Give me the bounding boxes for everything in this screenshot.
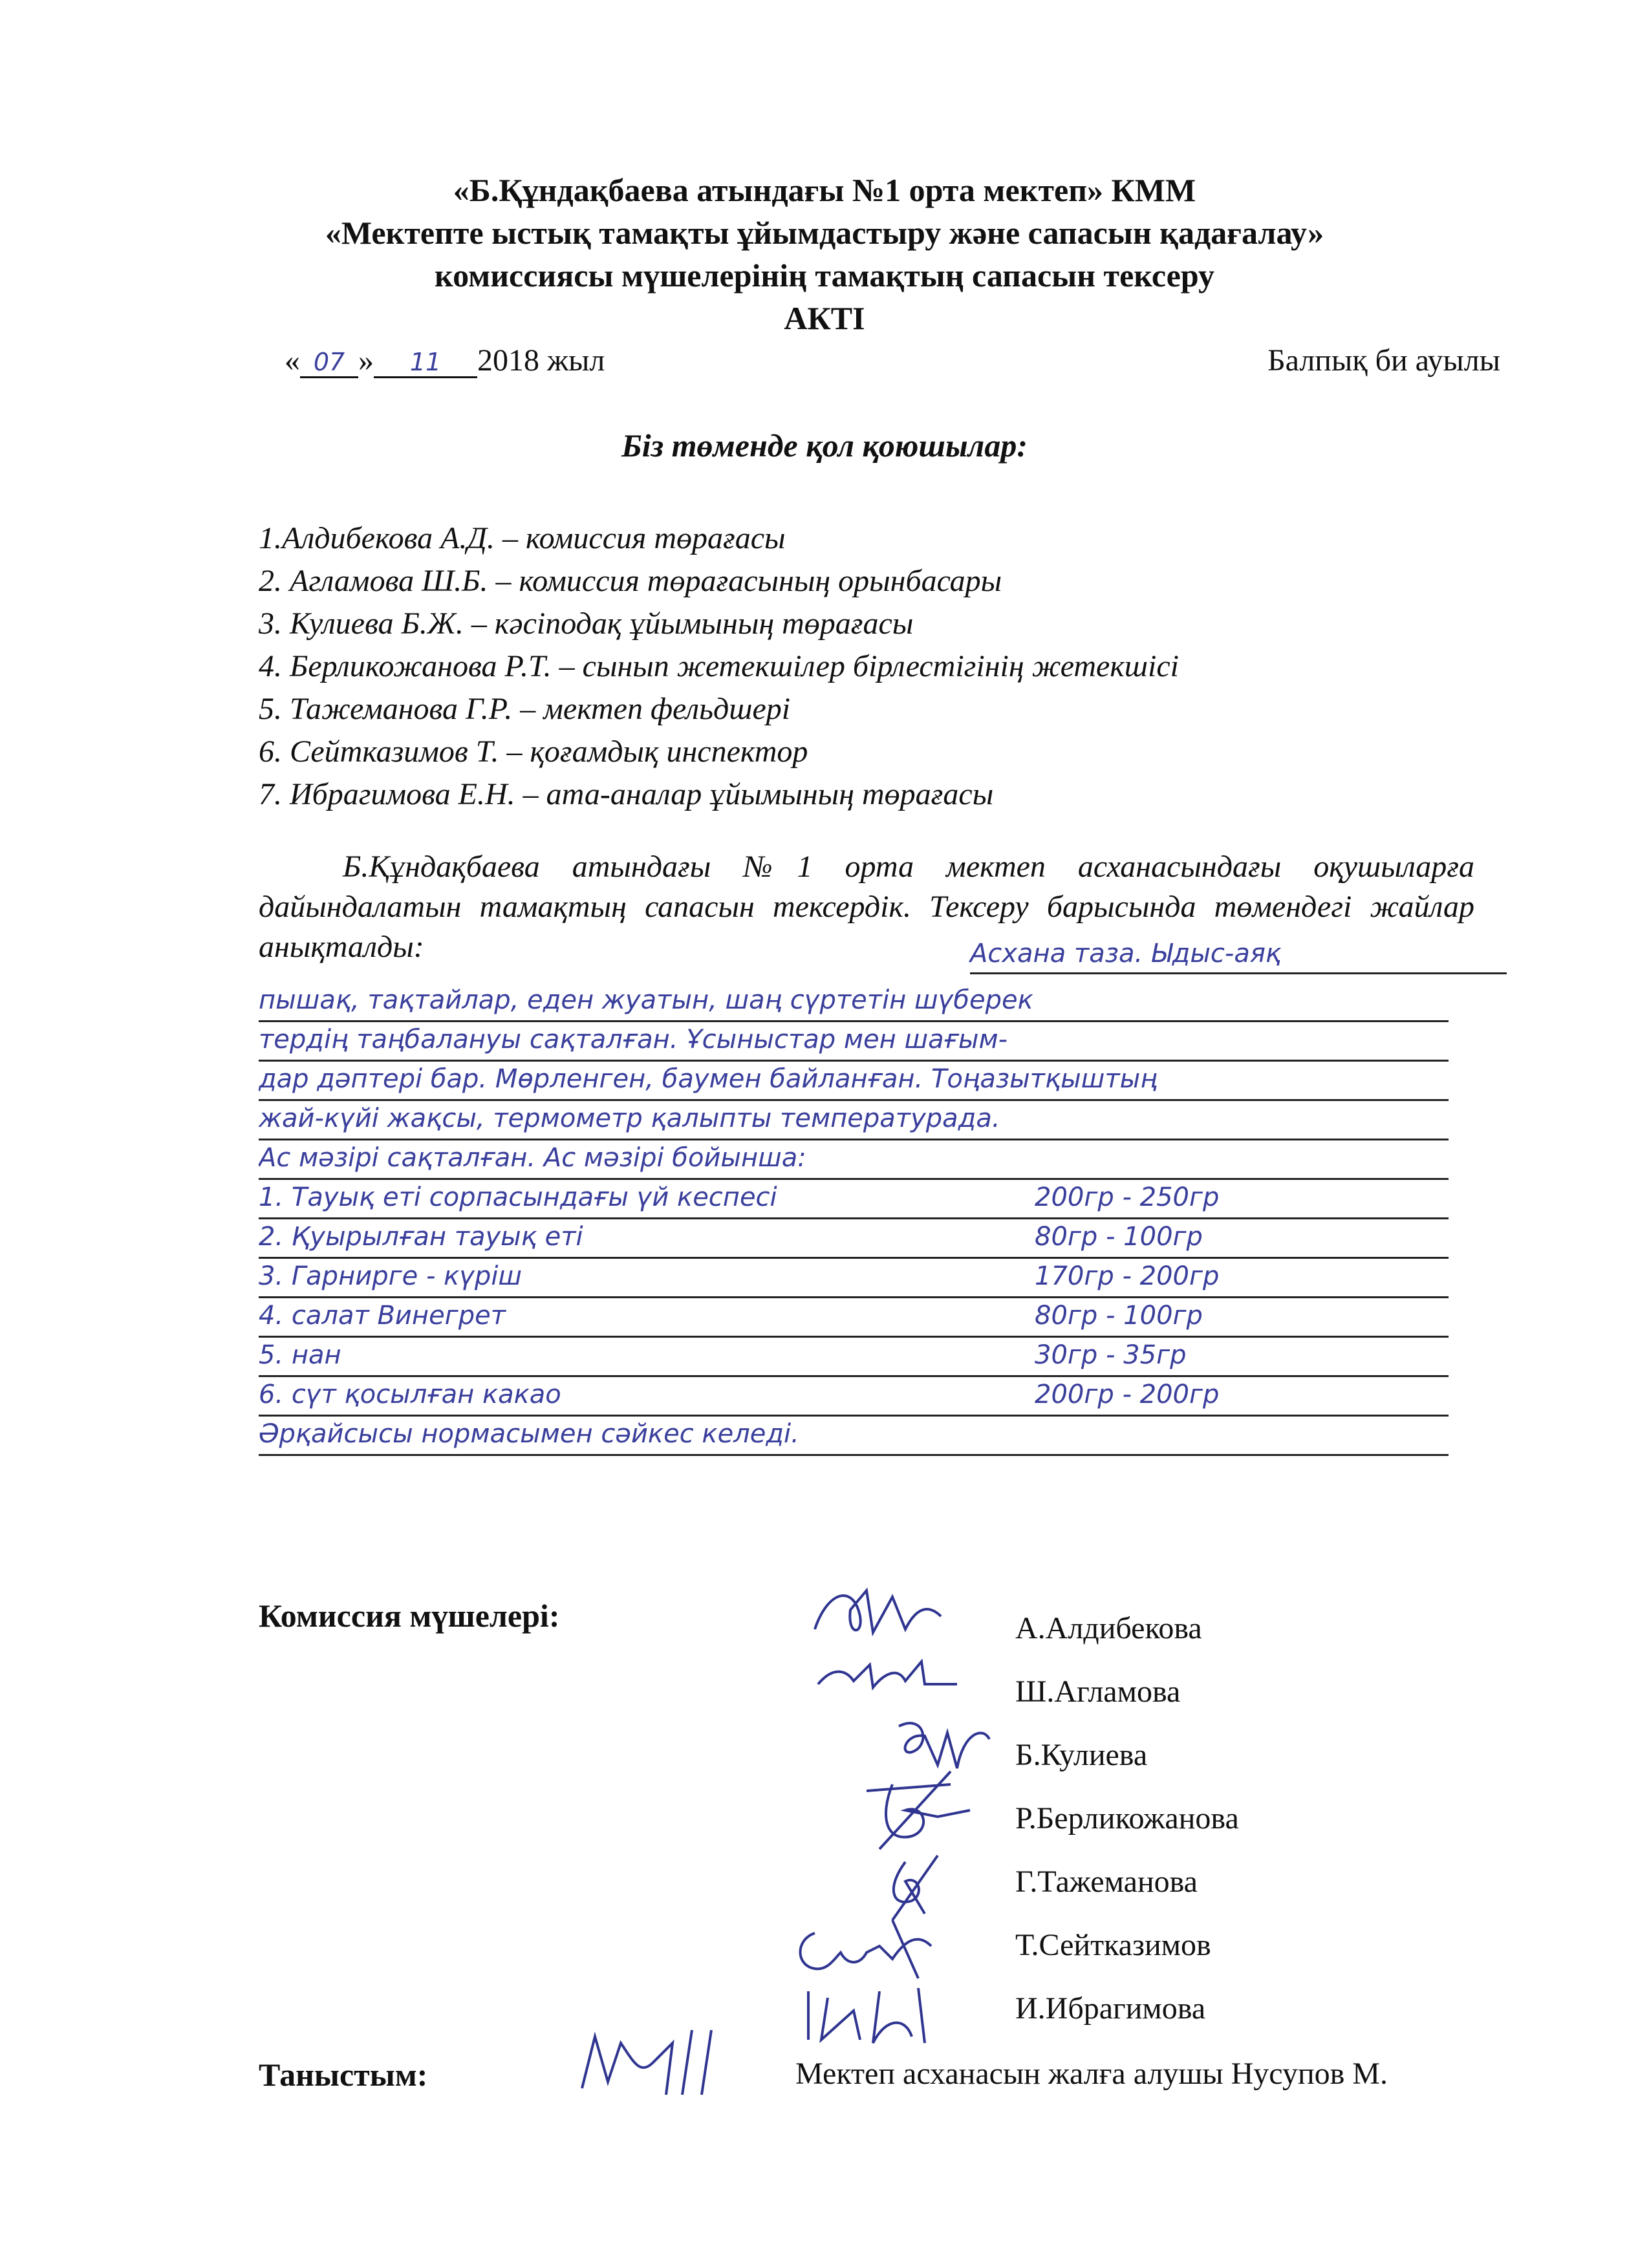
handwritten-line (259, 1022, 1449, 1062)
header-line-1: «Б.Құндақбаева атындағы №1 орта мектеп» КММ (453, 172, 1196, 208)
date-open-quote: « (285, 343, 300, 378)
commission-member-name: И.Ибрагимова (1015, 1991, 1206, 2026)
portion-amount: 80гр - 100гр (1035, 1222, 1203, 1252)
menu-item-text: 1. Тауық еті сорпасындағы үй кеспесі (259, 1182, 777, 1212)
menu-item-line (259, 1298, 1449, 1338)
handwritten-text: Әрқайсысы нормасымен сәйкес келеді. (259, 1419, 799, 1449)
member-item: 3. Кулиева Б.Ж. – кәсіподақ ұйымының төрағасы (259, 606, 914, 641)
commission-member-name: Б.Кулиева (1015, 1738, 1148, 1772)
portion-amount: 200гр - 250гр (1035, 1182, 1220, 1212)
tenant-statement: Мектеп асханасын жалға алушы Нусупов М. (795, 2057, 1388, 2091)
date-day: 07 (300, 348, 358, 378)
member-item: 4. Берликожанова Р.Т. – сынып жетекшілер бірлестігінің жетекшісі (259, 649, 1180, 683)
menu-item-text: 2. Қуырылған тауық еті (259, 1222, 583, 1252)
handwritten-line (259, 1417, 1449, 1456)
portion-amount: 200гр - 200гр (1035, 1380, 1220, 1409)
tenant-signature (569, 2024, 737, 2101)
member-item: 7. Ибрагимова Е.Н. – ата-аналар ұйымының төрағасы (259, 777, 994, 811)
commission-label: Комиссия мүшелері: (259, 1598, 560, 1634)
handwritten-line (259, 983, 1449, 1022)
place-name: Балпық би ауылы (1267, 343, 1500, 378)
date-close-quote: » (358, 343, 374, 378)
menu-item-line (259, 1338, 1449, 1377)
menu-item-text: 3. Гарнирге - күріш (259, 1261, 523, 1291)
header-line-2: «Мектепте ыстық тамақты ұйымдастыру және сапасын қадағалау» (325, 215, 1324, 251)
handwritten-text: жай-күйі жақсы, термометр қалыпты температурада. (259, 1104, 1000, 1133)
handwritten-text: дар дәптері бар. Мөрленген, баумен байланған. Тоңазытқыштың (259, 1064, 1158, 1094)
inspection-paragraph: Б.Құндақбаева атындағы №1 орта мектеп асханасындағы оқушыларға дайындалатын тамақтың сапасын тексердік. Тексеру барысында төмендегі жайлар анықталды: (259, 850, 1474, 964)
members-list (259, 517, 1179, 816)
header-line-3: комиссиясы мүшелерінің тамақтың сапасын тексеру (434, 257, 1214, 294)
handwritten-line-first: Асхана таза. Ыдыс-аяқ (970, 936, 1507, 974)
member-item: 1.Алдибекова А.Д. – комиссия төрағасы (259, 521, 786, 555)
signature-7 (795, 1978, 944, 2049)
signature-6 (789, 1907, 957, 1985)
date (285, 343, 605, 378)
handwritten-line (259, 1140, 1449, 1180)
member-item: 2. Агламова Ш.Б. – комиссия төрағасының орынбасары (259, 564, 1002, 598)
signers-title: Біз төменде қол қоюшылар: (621, 427, 1028, 464)
menu-item-line (259, 1259, 1449, 1298)
handwritten-line (259, 1062, 1449, 1101)
member-item: 5. Тажеманова Г.Р. – мектеп фельдшері (259, 692, 791, 726)
handwritten-line (259, 1101, 1449, 1140)
menu-item-line (259, 1180, 1449, 1219)
member-item: 6. Сейтказимов Т. – қоғамдық инспектор (259, 734, 808, 769)
signature-4 (854, 1765, 983, 1862)
commission-member-name: А.Алдибекова (1015, 1611, 1202, 1645)
commission-member-name: Г.Тажеманова (1015, 1865, 1198, 1899)
date-month: 11 (374, 348, 477, 378)
portion-amount: 80гр - 100гр (1035, 1301, 1203, 1331)
date-row (285, 343, 1500, 385)
handwritten-text: пышақ, тақтайлар, еден жуатын, шаң сүртетін шүберек (259, 985, 1033, 1015)
document-title: АКТІ (784, 300, 865, 336)
menu-item-text: 4. салат Винегрет (259, 1301, 506, 1331)
familiar-label: Таныстым: (259, 2057, 428, 2093)
portion-amount: 170гр - 200гр (1035, 1261, 1220, 1291)
commission-member-name: Ш.Агламова (1015, 1674, 1181, 1709)
menu-item-line (259, 1377, 1449, 1417)
commission-names (1015, 1597, 1239, 2040)
handwritten-text: Ас мәзірі сақталған. Ас мәзірі бойынша: (259, 1143, 806, 1173)
signature-1 (802, 1578, 951, 1649)
commission-member-name: Р.Берликожанова (1015, 1801, 1239, 1835)
date-year: 2018 жыл (477, 343, 605, 378)
signature-2 (808, 1645, 964, 1710)
menu-item-text: 5. нан (259, 1340, 341, 1370)
menu-item-text: 6. сүт қосылған какао (259, 1380, 561, 1409)
handwritten-block (259, 983, 1449, 1456)
commission-member-name: Т.Сейтказимов (1015, 1928, 1211, 1962)
menu-item-line (259, 1219, 1449, 1259)
portion-amount: 30гр - 35гр (1035, 1340, 1187, 1370)
handwritten-text: тердің таңбалануы сақталған. Ұсыныстар мен шағым- (259, 1025, 1008, 1054)
